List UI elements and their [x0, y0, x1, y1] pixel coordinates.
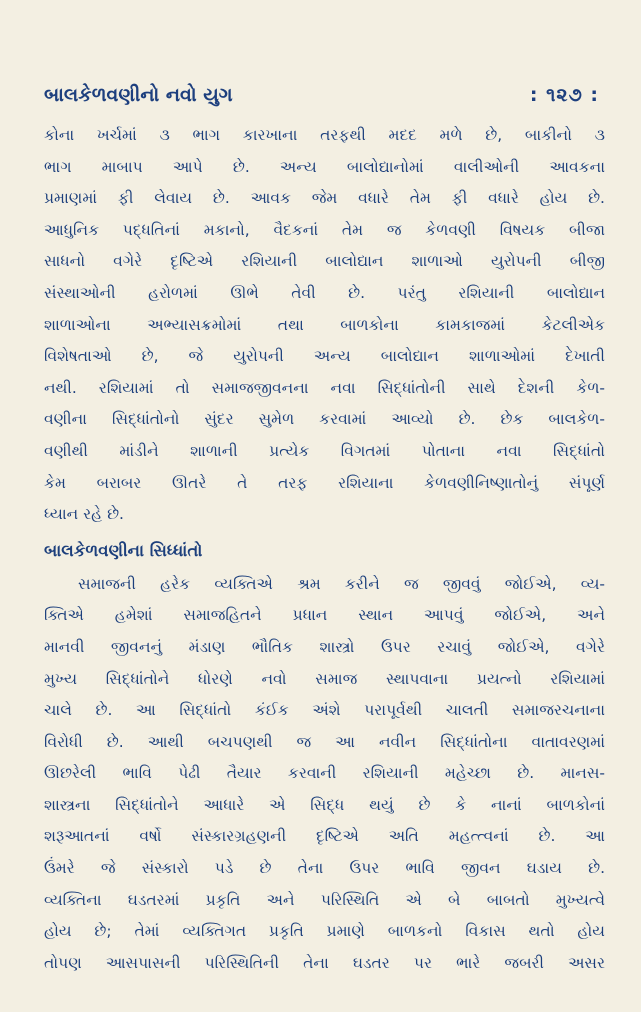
text-line: ઊછરેલી ભાવિ પેઢી તૈયાર કરવાની રશિયાની મહેચ્છા છે. માનસ- [44, 764, 605, 783]
text-line: વિરોધી છે. આથી બચપણથી જ આ નવીન સિદ્ધાંતોના વાતાવરણમાં [44, 732, 605, 751]
text-line: વણીના સિદ્ધાંતોનો સુંદર સુમેળ કરવામાં આવ્યો છે. છેક બાલકેળ- [44, 410, 605, 429]
text-line: નથી. રશિયામાં તો સમાજજીવનના નવા સિદ્ધાંતોની સાથે દેશની કેળ- [44, 378, 605, 397]
running-header [44, 84, 605, 106]
text-line: સમાજની હરેક વ્યક્તિએ શ્રમ કરીને જ જીવવું જોઈએ, વ્ય- [78, 574, 605, 593]
text-line: ઉંમરે જે સંસ્કારો પડે છે તેના ઉપર ભાવિ જીવન ઘડાય છે. [44, 859, 605, 878]
text-line: શરૂઆતનાં વર્ષો સંસ્કારગ્રહણની દૃષ્ટિએ અતિ મહત્ત્વનાં છે. આ [44, 827, 605, 846]
text-line: આધુનિક પદ્ધતિનાં મકાનો, વૈદકનાં તેમ જ કેળવણી વિષયક બીજા [44, 220, 605, 239]
text-line: સાધનો વગેરે દૃષ્ટિએ રશિયાની બાલોદ્યાન શાળાઓ યુરોપની બીજી [44, 252, 605, 271]
text-line: વિશેષતાઓ છે, જે યુરોપની અન્ય બાલોદ્યાન શાળાઓમાં દેખાતી [44, 347, 605, 366]
text-line: પ્રમાણમાં ફી લેવાય છે. આવક જેમ વધારે તેમ ફી વધારે હોય છે. [44, 189, 605, 208]
text-line: વ્યક્તિના ઘડતરમાં પ્રકૃતિ અને પરિસ્થિતિ એ બે બાબતો મુખ્યત્વે [44, 890, 605, 909]
text-line: ક્તિએ હમેશાં સમાજહિતને પ્રધાન સ્થાન આપવું જોઈએ, અને [44, 606, 605, 625]
text-line: હોય છે; તેમાં વ્યક્તિગત પ્રકૃતિ પ્રમાણે બાળકનો વિકાસ થતો હોય [44, 922, 605, 941]
chapter-title: બાલકેળવણીનો નવો યુગ [44, 84, 233, 106]
text-line: મુખ્ય સિદ્ધાંતોને ધોરણે નવો સમાજ સ્થાપવાના પ્રયત્નો રશિયામાં [44, 669, 605, 688]
text-line: કોના ખર્ચમાં ૩ ભાગ કારખાના તરફથી મદદ મળે છે, બાકીનો ૩ [44, 126, 605, 144]
text-line: ચાલે છે. આ સિદ્ધાંતો કંઈક અંશે પરાપૂર્વથી ચાલતી સમાજરચનાના [44, 701, 605, 720]
paragraph-principles [44, 569, 605, 980]
text-line: શાળાઓના અભ્યાસક્રમોમાં તથા બાળકોના કામકાજમાં કેટલીએક [44, 315, 605, 334]
text-line: ભાગ માબાપ આપે છે. અન્ય બાલોદ્યાનોમાં વાલીઓની આવકના [44, 157, 605, 176]
text-line: શાસ્ત્રના સિદ્ધાંતોને આધારે એ સિદ્ધ થયું છે કે નાનાં બાળકોનાં [44, 795, 605, 814]
text-line: કેમ બરાબર ઊતરે તે તરફ રશિયાના કેળવણીનિષ્ણાતોનું સંપૂર્ણ [44, 473, 605, 492]
section-heading: બાલકેળવણીના સિધ્ધાંતો [44, 540, 203, 560]
text-line: તોપણ આસપાસની પરિસ્થિતિની તેના ઘડતર પર ભારે જબરી અસર [44, 953, 605, 972]
text-line: સંસ્થાઓની હરોળમાં ઊભે તેવી છે. પરંતુ રશિયાની બાલોદ્યાન [44, 283, 605, 302]
paragraph-intro [44, 120, 605, 531]
text-line: વણીથી માંડીને શાળાની પ્રત્યેક વિગતમાં પોતાના નવા સિદ્ધાંતો [44, 441, 605, 460]
text-line: માનવી જીવનનું મંડાણ ભૌતિક શાસ્ત્રો ઉપર રચાવું જોઈએ, વગેરે [44, 637, 605, 656]
page-number: : ૧૨૭ : [529, 84, 599, 106]
text-line: ધ્યાન રહે છે. [44, 505, 124, 524]
